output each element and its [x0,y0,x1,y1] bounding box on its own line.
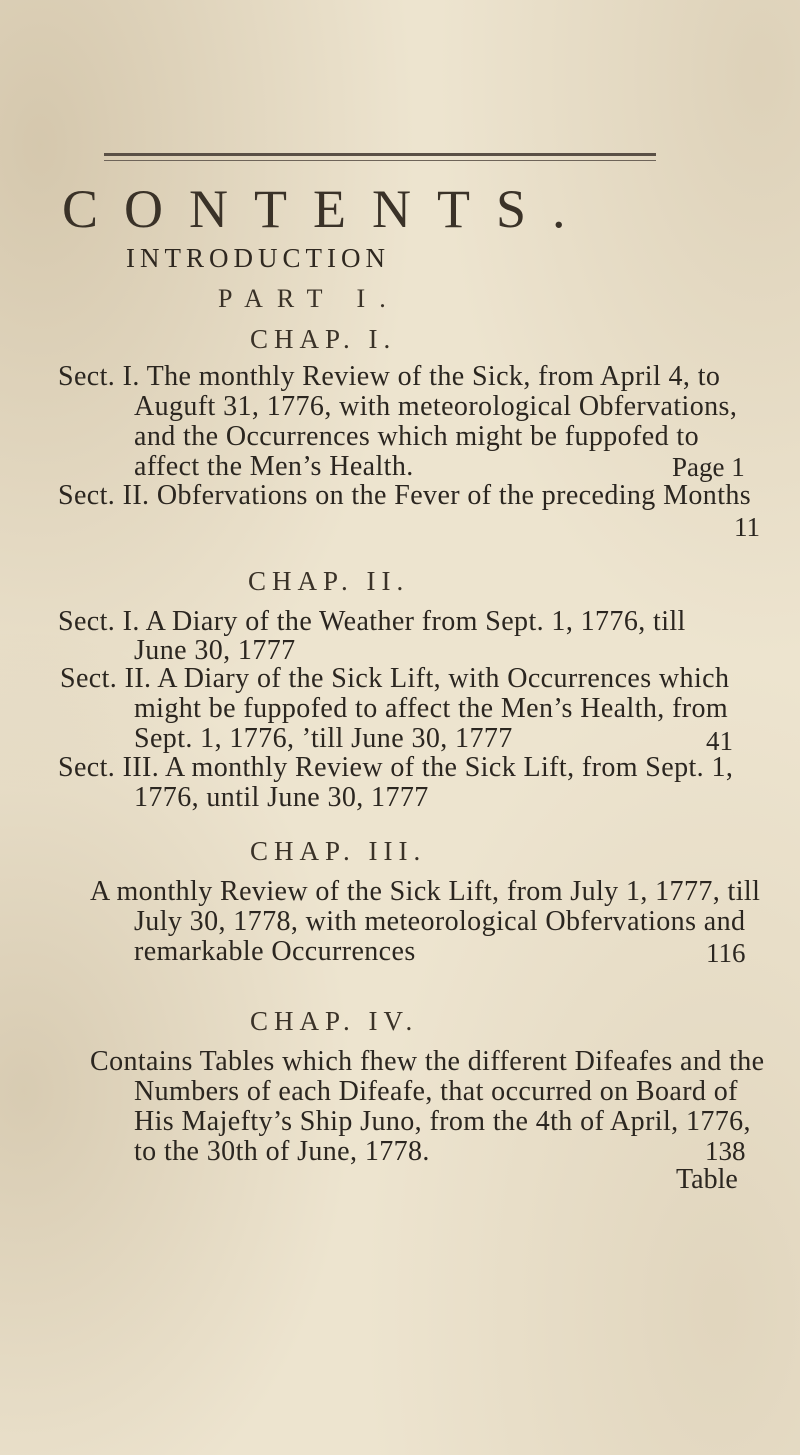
toc-entry-line: Sect. III. A monthly Review of the Sick Lift, from Sept. 1, [58,752,734,783]
toc-entry-line: Sect. I. The monthly Review of the Sick, from April 4, to [58,361,721,392]
catchword: Table [676,1164,738,1195]
toc-entry-line: Sept. 1, 1776, ’till June 30, 1777 [134,723,513,754]
toc-entry-line: 1776, until June 30, 1777 [134,782,429,813]
toc-entry-line: to the 30th of June, 1778. [134,1136,430,1167]
toc-entry-line: Sect. II. A Diary of the Sick Lift, with Occurrences which [60,663,730,694]
toc-entry-line: A monthly Review of the Sick Lift, from July 1, 1777, till [90,876,761,907]
toc-entry-line: Auguft 31, 1776, with meteorological Obfervations, [134,391,738,422]
toc-entry-line: Contains Tables which fhew the different Difeafes and the [90,1046,765,1077]
toc-entry-line: His Majefty’s Ship Juno, from the 4th of April, 1776, [134,1106,751,1137]
toc-entry-line: July 30, 1778, with meteorological Obfervations and [134,906,746,937]
toc-entry-line: and the Occurrences which might be fuppofed to [134,421,699,452]
toc-entry-line: affect the Men’s Health. [134,451,414,482]
introduction-heading: INTRODUCTION [126,243,390,273]
page-title: CONTENTS. [62,179,592,239]
toc-page-number: 11 [734,512,760,542]
chapter-heading: CHAP. II. [248,566,410,596]
toc-entry-line: might be fuppofed to affect the Men’s Health, from [134,693,729,724]
toc-page-number: Page 1 [672,452,745,482]
toc-page-number: 116 [706,938,746,968]
toc-entry-line: remarkable Occurrences [134,936,416,967]
toc-page-number: 138 [705,1136,746,1166]
toc-page-number: 41 [706,726,733,756]
toc-entry-line: Sect. II. Obfervations on the Fever of the preceding Months [58,480,752,511]
chapter-heading: CHAP. I. [250,324,397,354]
toc-entry-line: Numbers of each Difeafe, that occurred on Board of [134,1076,738,1107]
part-heading: PART I. [218,284,400,313]
toc-entry-line: Sect. I. A Diary of the Weather from Sept. 1, 1776, till [58,606,686,637]
chapter-heading: CHAP. III. [250,836,427,866]
header-rule [104,153,656,161]
chapter-heading: CHAP. IV. [250,1006,419,1036]
toc-entry-line: June 30, 1777 [134,635,296,666]
